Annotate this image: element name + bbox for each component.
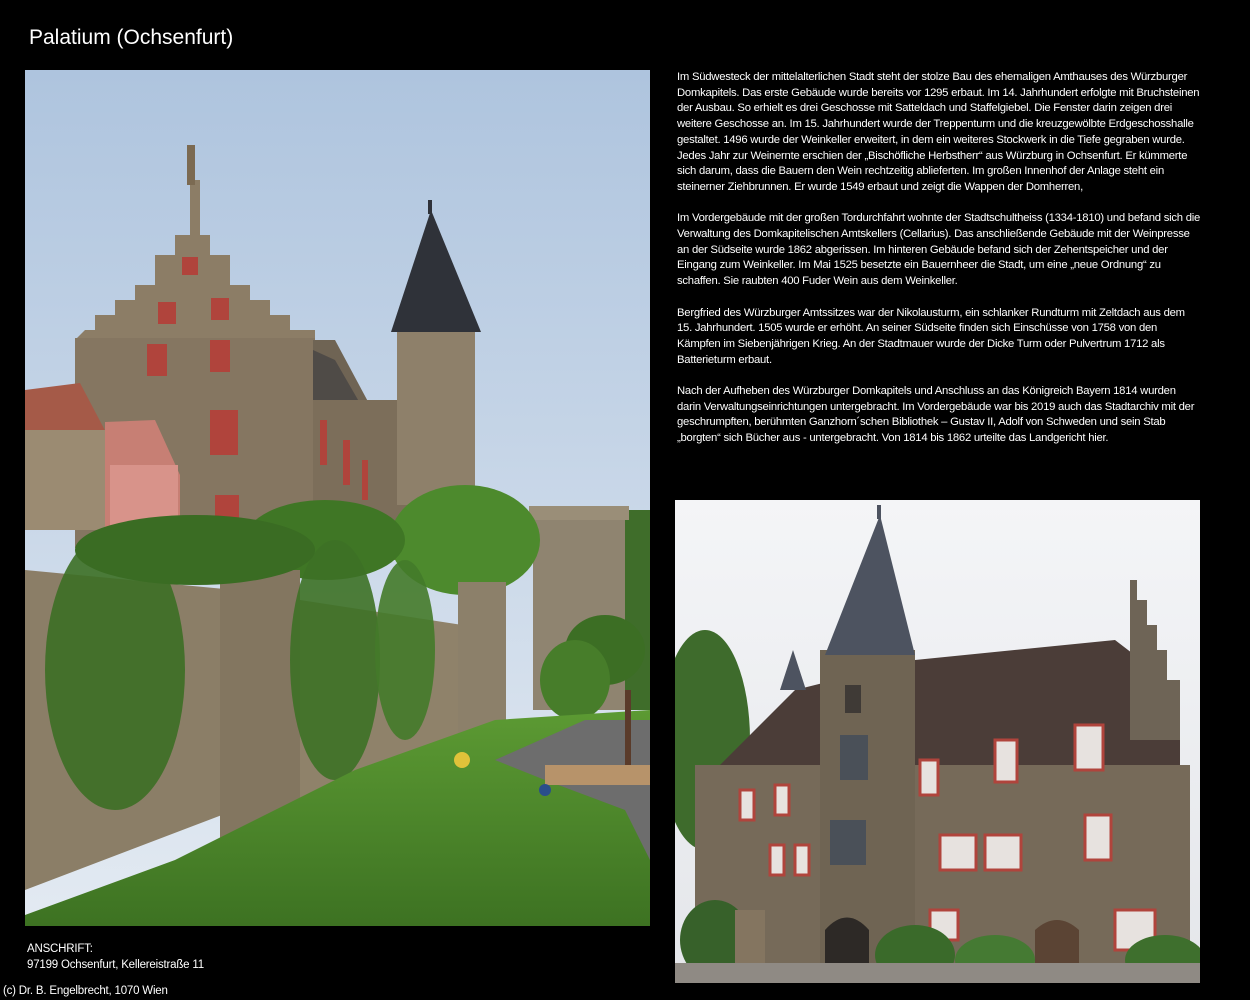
address-label: ANSCHRIFT: (27, 943, 93, 955)
castle-photo-graphic (25, 70, 650, 926)
description-text (677, 70, 1202, 463)
address-block (27, 942, 204, 973)
copyright-text: (c) Dr. B. Engelbrecht, 1070 Wien (3, 985, 168, 997)
castle-photo (25, 70, 650, 926)
description-paragraph: Im Vordergebäude mit der großen Tordurchfahrt wohnte der Stadtschultheiss (1334-1810) und befand sich die Verwaltung des Domkapitelischen Amtskellers (Cellarius). Das anschließende Gebäude mit der Weinpresse an der Südseite wurde 1862 abgerissen. Im hinteren Gebäude befand sich der Zehentspeicher und der Eingang zum Weinkeller. Im Mai 1525 besetzte ein Bauernheer die Stadt, um eine „neue Ordnung“ zu schaffen. Sie raubten 400 Fuder Wein aus dem Weinkeller. (677, 212, 1201, 288)
description-paragraph: Im Südwesteck der mittelalterlichen Stadt steht der stolze Bau des ehemaligen Amthauses des Würzburger Domkapitels. Das erste Gebäude wurde bereits vor 1295 erbaut. Im 14. Jahrhundert erfolgte mit Bruchsteinen der Ausbau. So erhielt es drei Geschosse mit Satteldach und Staffelgiebel. Die Fenster darin zeigen drei weitere Geschosse an. Im 15. Jahrhundert wurde der Treppenturm und die kreuzgewölbte Erdgeschosshalle gestaltet. 1496 wurde der Weinkeller erweitert, in dem ein weiteres Stockwerk in die Tiefe gegraben wurde. Jedes Jahr zur Weinernte erschien der „Bischöfliche Herbstherr“ aus Würzburg in Ochsenfurt. Er kümmerte sich darum, dass die Bauern den Wein rechtzeitig ablieferten. Im großen Innenhof der Anlage steht ein steinerner Ziehbrunnen. Er wurde 1549 erbaut und zeigt die Wappen der Domherren, (677, 71, 1200, 193)
address-line: 97199 Ochsenfurt, Kellereistraße 11 (27, 958, 204, 971)
description-paragraph: Bergfried des Würzburger Amtssitzes war der Nikolausturm, ein schlanker Rundturm mit Zeltdach aus dem 15. Jahrhundert. 1505 wurde er erhöht. An seiner Südseite finden sich Einschüsse von 1758 von den Kämpfen im Siebenjährigen Krieg. An der Stadtmauer wurde der Dicke Turm oder Pulvertrum 1712 als Batterieturm erbaut. (677, 306, 1185, 366)
description-paragraph: Nach der Aufheben des Würzburger Domkapitels und Anschluss an das Königreich Bayern 1814 wurden darin Verwaltungseinrichtungen untergebracht. Im Vordergebäude war bis 2019 auch das Stadtarchiv mit der geschrumpften, berühmten Ganzhorn´schen Bibliothek – Gustav II, Adolf von Schweden und sein Stab „borgten“ sich Bücher aus - untergebracht. Von 1814 bis 1862 urteilte das Landgericht hier. (677, 385, 1195, 445)
building-photo-graphic (675, 500, 1200, 983)
page-title: Palatium (Ochsenfurt) (29, 26, 234, 49)
building-photo (675, 500, 1200, 983)
